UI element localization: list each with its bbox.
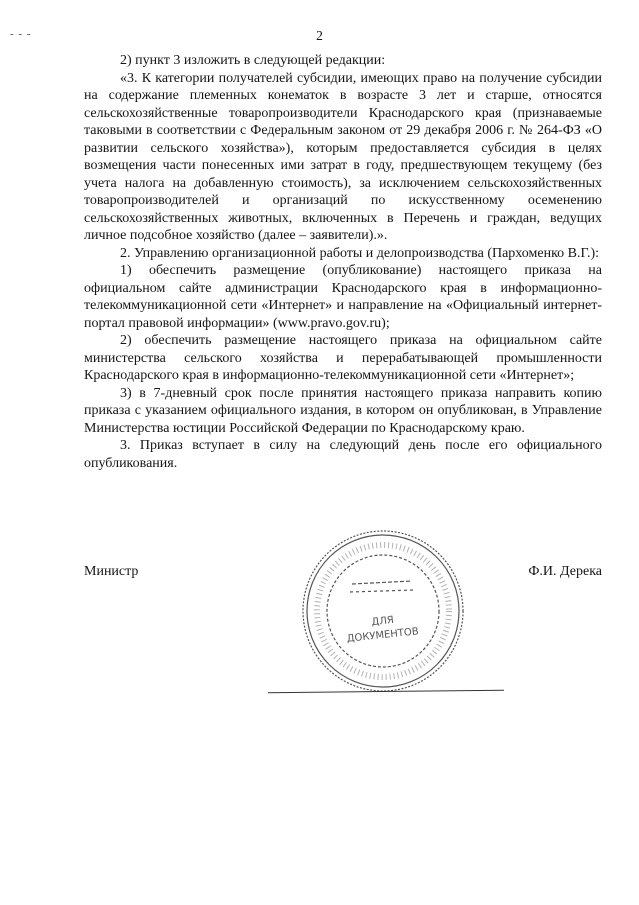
page-number: 2 (316, 28, 323, 43)
stamp-text-line2: ДОКУМЕНТОВ (346, 626, 420, 645)
signer-name: Ф.И. Дерека (528, 564, 602, 579)
signer-title: Министр (84, 564, 139, 579)
scan-marks: - - - (10, 28, 32, 40)
paragraph: 3. Приказ вступает в силу на следующий день после его официального опубликования. (84, 438, 602, 471)
document-body (84, 52, 602, 472)
paragraph: 2) пункт 3 изложить в следующей редакции: (120, 53, 386, 68)
paragraph: «3. К категории получателей субсидии, имеющих право на получение субсидии на содержание племенных конематок в возрасте 3 лет и старше, относятся сельскохозяйственные товаропроизводители Краснодарского края (признаваемые таковыми в соответствии с Федеральным законом от 29 декабря 2006 г. № 264-ФЗ «О развитии сельского хозяйства»), которым предоставляется субсидия в целях возмещения части понесенных ими затрат в году, предшествующем текущему (без учета налога на добавленную стоимость), за исключением сельскохозяйственных товаропроизводителей и организаций по искусственному осеменению сельскохозяйственных животных, включенных в Перечень и граждан, ведущих личное подсобное хозяйство (далее – заявители).». (84, 70, 602, 243)
official-stamp (300, 528, 466, 694)
paragraph: 2) обеспечить размещение настоящего приказа на официальном сайте министерства сельского хозяйства и перерабатывающей промышленности Краснодарского края в информационно-телекоммуникационной сети «Интернет»; (84, 333, 602, 383)
stamp-text-line1: ДЛЯ (371, 614, 395, 629)
paragraph: 2. Управлению организационной работы и делопроизводства (Пархоменко В.Г.): (120, 245, 600, 261)
paragraph: 3) в 7-дневный срок после принятия настоящего приказа направить копию приказа с указанием официального издания, в котором он опубликован, в Управление Министерства юстиции Российской Федерации по Краснодарскому краю. (84, 385, 602, 436)
paragraph: 1) обеспечить размещение (опубликование) настоящего приказа на официальном сайте администрации Краснодарского края в информационно-телекоммуникационной сети «Интернет» и направление на «Официальный интернет-портал правовой информации» (www.pravo.gov.ru); (84, 263, 602, 331)
